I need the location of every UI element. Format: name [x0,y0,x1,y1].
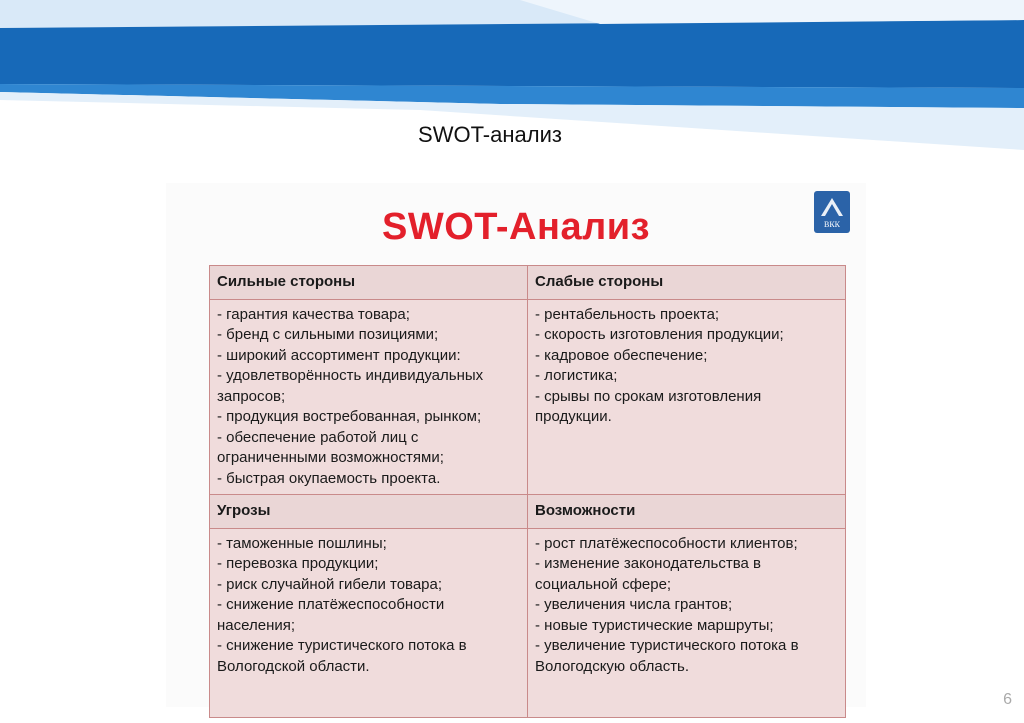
list-item: - скорость изготовления продукции; [535,326,784,343]
list-item: - таможенные пошлины; [217,534,387,552]
logo-text: ВКК [823,220,840,229]
threats-header: Угрозы [210,495,528,529]
strengths-cell [210,299,528,495]
list-item: - логистика; [535,367,618,384]
list-item: - срывы по срокам изготовления продукции. [535,387,762,425]
strengths-header: Сильные стороны [210,266,528,300]
list-item: - риск случайной гибели товара; [217,575,443,593]
table-row [210,528,846,717]
opportunities-header: Возможности [528,495,846,529]
list-item: - перевозка продукции; [217,555,379,572]
page-number: 6 [1003,691,1012,708]
swot-table [209,265,846,718]
list-item: - бренд с сильными позициями; [217,326,439,343]
table-header-row [210,495,846,529]
swot-heading: SWOT-Анализ [382,206,650,248]
list-item: - широкий ассортимент продукции: [217,346,461,364]
opportunities-cell [528,528,846,717]
list-item: - увеличение туристического потока в Вологодскую область. [535,637,799,675]
list-item: - кадровое обеспечение; [535,346,708,364]
table-row [210,299,846,495]
table-header-row [210,266,846,300]
list-item: - снижение платёжеспособности населения; [217,596,445,634]
list-item: - рост платёжеспособности клиентов; [535,534,798,552]
list-item: - новые туристические маршруты; [535,616,774,634]
list-item: - изменение законодательства в социальной сфере; [535,555,761,593]
list-item: - удовлетворённость индивидуальных запросов; [217,367,484,405]
list-item: - обеспечение работой лиц с ограниченными возможностями; [217,428,444,466]
list-item: - увеличения числа грантов; [535,596,733,613]
weaknesses-cell [528,299,846,495]
weaknesses-header: Слабые стороны [528,266,846,300]
slide-title: SWOT-анализ [418,122,562,147]
list-item: - снижение туристического потока в Вологодской области. [217,637,467,675]
list-item: - гарантия качества товара; [217,305,410,323]
list-item: - быстрая окупаемость проекта. [217,469,441,487]
threats-cell [210,528,528,717]
list-item: - продукция востребованная, рынком; [217,408,482,425]
list-item: - рентабельность проекта; [535,305,720,323]
